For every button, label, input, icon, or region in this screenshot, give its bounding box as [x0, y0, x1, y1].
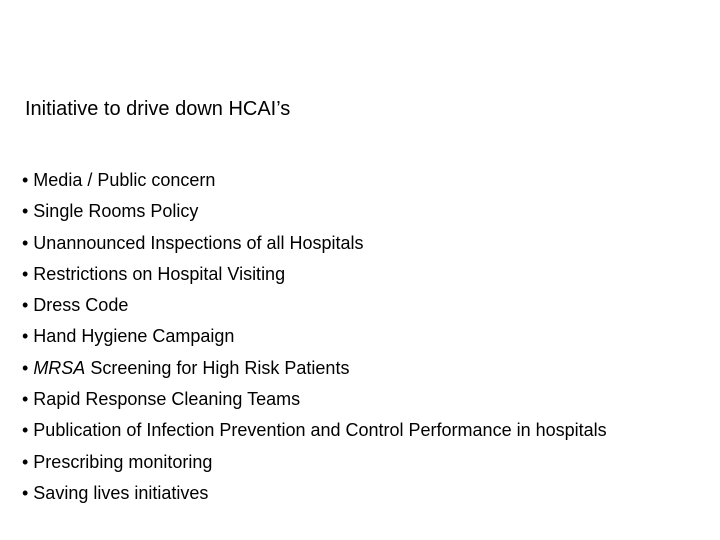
bullet-mrsa-emphasis: MRSA: [33, 357, 86, 378]
bullet-mrsa-text: Screening for High Risk Patients: [85, 357, 350, 378]
bullet-dress-code: • Dress Code: [22, 295, 129, 316]
bullet-prescribing-monitoring: • Prescribing monitoring: [22, 451, 213, 472]
bullet-mrsa-screening: [22, 358, 607, 389]
bullet-unannounced-inspections: • Unannounced Inspections of all Hospitals: [22, 232, 364, 253]
slide-title: Initiative to drive down HCAI’s: [25, 98, 291, 120]
bullet-single-rooms-policy: • Single Rooms Policy: [22, 201, 199, 222]
bullet-restrictions-visiting: • Restrictions on Hospital Visiting: [22, 263, 286, 284]
bullet-mrsa-prefix: •: [22, 357, 34, 378]
bullet-saving-lives: • Saving lives initiatives: [22, 482, 209, 503]
bullet-hand-hygiene: • Hand Hygiene Campaign: [22, 326, 235, 347]
bullet-publication-performance: • Publication of Infection Prevention and Control Performance in hospitals: [22, 420, 607, 441]
bullet-media-public-concern: • Media / Public concern: [22, 170, 216, 190]
bullet-rapid-response-cleaning: • Rapid Response Cleaning Teams: [22, 389, 301, 410]
bullet-list: [22, 170, 607, 514]
